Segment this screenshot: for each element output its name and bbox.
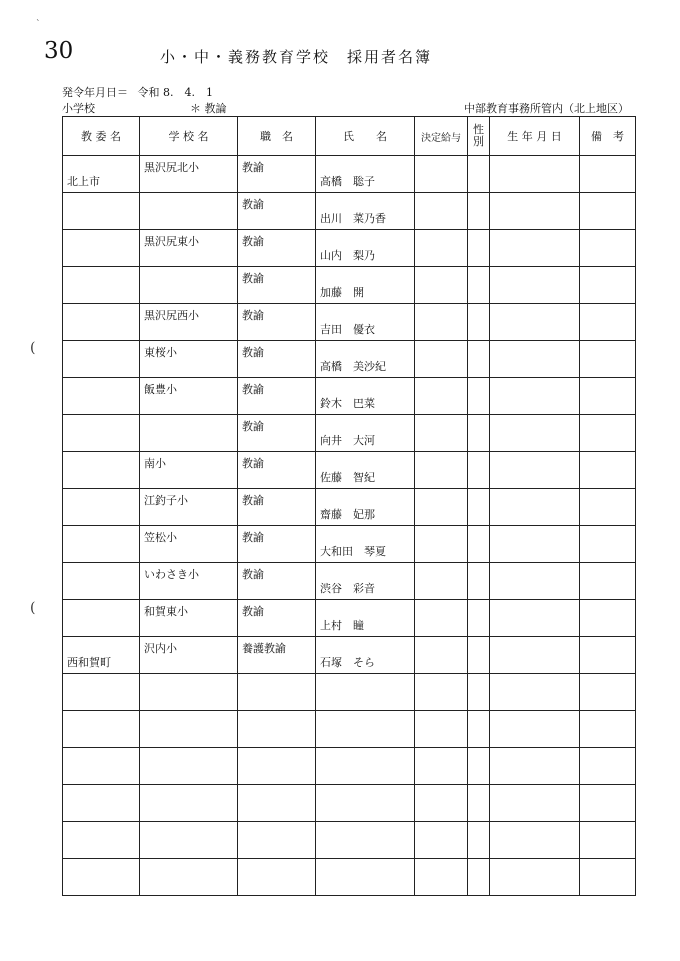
cell-name <box>316 378 415 415</box>
roster-table <box>62 116 636 896</box>
name-text: 齋藤 妃那 <box>320 508 375 521</box>
cell-school <box>140 600 238 637</box>
cell-position <box>238 230 316 267</box>
position-text: 教諭 <box>242 272 264 285</box>
cell-position <box>238 267 316 304</box>
table-row <box>63 452 636 489</box>
cell-empty <box>415 452 468 489</box>
cell-board <box>63 785 140 822</box>
cell-empty <box>468 193 490 230</box>
cell-board <box>63 230 140 267</box>
cell-empty <box>490 748 580 785</box>
table-row <box>63 785 636 822</box>
cell-empty <box>468 859 490 896</box>
cell-empty <box>490 637 580 674</box>
cell-name <box>316 526 415 563</box>
cell-empty <box>580 193 636 230</box>
header-school: 学 校 名 <box>140 117 238 156</box>
cell-name <box>316 489 415 526</box>
cell-school <box>140 267 238 304</box>
cell-empty <box>580 304 636 341</box>
cell-empty <box>490 600 580 637</box>
cell-empty <box>580 822 636 859</box>
cell-school <box>140 378 238 415</box>
cell-empty <box>580 711 636 748</box>
cell-board <box>63 489 140 526</box>
table-row <box>63 193 636 230</box>
cell-position <box>238 637 316 674</box>
cell-position <box>238 748 316 785</box>
cell-empty <box>415 156 468 193</box>
cell-name <box>316 452 415 489</box>
table-row <box>63 230 636 267</box>
cell-empty <box>580 489 636 526</box>
cell-position <box>238 711 316 748</box>
cell-empty <box>490 193 580 230</box>
cell-board <box>63 378 140 415</box>
cell-board <box>63 415 140 452</box>
table-row <box>63 415 636 452</box>
cell-school <box>140 637 238 674</box>
header-name: 氏 名 <box>316 117 415 156</box>
cell-school <box>140 748 238 785</box>
name-text: 佐藤 智紀 <box>320 471 375 484</box>
cell-empty <box>468 378 490 415</box>
cell-board <box>63 748 140 785</box>
school-text: いわさき小 <box>144 568 199 581</box>
cell-empty <box>468 748 490 785</box>
cell-board <box>63 526 140 563</box>
name-text: 鈴木 巴菜 <box>320 397 375 410</box>
cell-position <box>238 341 316 378</box>
table-row <box>63 378 636 415</box>
position-text: 教諭 <box>242 309 264 322</box>
issue-date-value: 令和 8. 4. 1 <box>137 86 213 99</box>
table-row <box>63 822 636 859</box>
cell-empty <box>580 341 636 378</box>
cell-position <box>238 859 316 896</box>
page-number: 30 <box>44 38 74 64</box>
position-text: 教諭 <box>242 161 264 174</box>
school-text: 東桜小 <box>144 346 177 359</box>
position-text: 教諭 <box>242 457 264 470</box>
table-row <box>63 526 636 563</box>
cell-school <box>140 526 238 563</box>
position-text: 教諭 <box>242 531 264 544</box>
cell-empty <box>490 711 580 748</box>
cell-empty <box>415 822 468 859</box>
cell-empty <box>580 267 636 304</box>
cell-empty <box>415 341 468 378</box>
header-birth: 生 年 月 日 <box>490 117 580 156</box>
name-text: 上村 瞳 <box>320 619 364 632</box>
name-text: 高橋 聡子 <box>320 175 375 188</box>
cell-empty <box>468 341 490 378</box>
cell-empty <box>580 748 636 785</box>
cell-empty <box>580 674 636 711</box>
school-text: 黒沢尻東小 <box>144 235 199 248</box>
cell-empty <box>490 267 580 304</box>
region-label: 中部教育事務所管内（北上地区） <box>464 102 629 115</box>
cell-board <box>63 304 140 341</box>
cell-school <box>140 859 238 896</box>
cell-position <box>238 563 316 600</box>
school-text: 江釣子小 <box>144 494 188 507</box>
cell-empty <box>415 748 468 785</box>
cell-name <box>316 822 415 859</box>
cell-empty <box>468 230 490 267</box>
cell-empty <box>490 452 580 489</box>
cell-empty <box>415 193 468 230</box>
cell-empty <box>490 563 580 600</box>
position-text: 養護教諭 <box>242 642 286 655</box>
name-text: 出川 菜乃香 <box>320 212 386 225</box>
cell-empty <box>490 785 580 822</box>
position-text: 教諭 <box>242 420 264 433</box>
cell-empty <box>580 378 636 415</box>
cell-board <box>63 822 140 859</box>
cell-board <box>63 711 140 748</box>
cell-school <box>140 563 238 600</box>
cell-empty <box>490 304 580 341</box>
school-text: 笠松小 <box>144 531 177 544</box>
cell-empty <box>580 452 636 489</box>
school-text: 飯豊小 <box>144 383 177 396</box>
binding-mark-bottom: ( <box>30 600 36 616</box>
table-row <box>63 674 636 711</box>
cell-empty <box>415 489 468 526</box>
cell-empty <box>415 378 468 415</box>
name-text: 加藤 開 <box>320 286 364 299</box>
school-text: 南小 <box>144 457 166 470</box>
cell-position <box>238 822 316 859</box>
position-text: 教諭 <box>242 346 264 359</box>
table-row <box>63 267 636 304</box>
board-text: 北上市 <box>67 175 100 188</box>
cell-empty <box>415 230 468 267</box>
table-row <box>63 563 636 600</box>
position-text: 教諭 <box>242 235 264 248</box>
cell-empty <box>580 526 636 563</box>
cell-empty <box>468 526 490 563</box>
position-text: 教諭 <box>242 198 264 211</box>
cell-empty <box>490 415 580 452</box>
table-row <box>63 748 636 785</box>
cell-empty <box>468 674 490 711</box>
cell-board <box>63 637 140 674</box>
page-title: 小・中・義務教育学校 採用者名簿 <box>160 48 433 66</box>
cell-position <box>238 193 316 230</box>
cell-position <box>238 674 316 711</box>
cell-empty <box>415 526 468 563</box>
cell-empty <box>580 563 636 600</box>
cell-empty <box>415 415 468 452</box>
cell-name <box>316 156 415 193</box>
table-row <box>63 600 636 637</box>
name-text: 山内 梨乃 <box>320 249 375 262</box>
cell-empty <box>468 822 490 859</box>
name-text: 渋谷 彩音 <box>320 582 375 595</box>
cell-empty <box>490 859 580 896</box>
table-row <box>63 859 636 896</box>
cell-empty <box>468 600 490 637</box>
cell-position <box>238 489 316 526</box>
table-row <box>63 711 636 748</box>
cell-board <box>63 267 140 304</box>
cell-school <box>140 230 238 267</box>
cell-position <box>238 452 316 489</box>
cell-name <box>316 748 415 785</box>
cell-position <box>238 415 316 452</box>
cell-empty <box>490 489 580 526</box>
cell-school <box>140 785 238 822</box>
cell-empty <box>580 600 636 637</box>
cell-school <box>140 489 238 526</box>
cell-empty <box>580 230 636 267</box>
binding-mark-top: ( <box>30 340 36 356</box>
cell-name <box>316 859 415 896</box>
cell-empty <box>490 822 580 859</box>
cell-name <box>316 267 415 304</box>
cell-board <box>63 452 140 489</box>
cell-name <box>316 563 415 600</box>
cell-empty <box>415 637 468 674</box>
table-row <box>63 489 636 526</box>
board-text: 西和賀町 <box>67 656 111 669</box>
cell-school <box>140 193 238 230</box>
cell-empty <box>468 711 490 748</box>
cell-empty <box>468 452 490 489</box>
cell-school <box>140 341 238 378</box>
cell-empty <box>468 563 490 600</box>
issue-date <box>62 84 213 100</box>
cell-board <box>63 600 140 637</box>
cell-name <box>316 341 415 378</box>
position-text: 教諭 <box>242 605 264 618</box>
cell-empty <box>490 230 580 267</box>
name-text: 高橋 美沙紀 <box>320 360 386 373</box>
header-position: 職 名 <box>238 117 316 156</box>
school-text: 和賀東小 <box>144 605 188 618</box>
name-text: 石塚 そら <box>320 656 375 669</box>
cell-empty <box>490 526 580 563</box>
school-text: 黒沢尻北小 <box>144 161 199 174</box>
cell-empty <box>415 859 468 896</box>
table-row <box>63 304 636 341</box>
header-board: 教 委 名 <box>63 117 140 156</box>
cell-name <box>316 230 415 267</box>
cell-empty <box>468 267 490 304</box>
cell-school <box>140 674 238 711</box>
cell-empty <box>580 156 636 193</box>
cell-school <box>140 452 238 489</box>
cell-empty <box>490 674 580 711</box>
cell-empty <box>468 304 490 341</box>
cell-school <box>140 711 238 748</box>
cell-empty <box>415 785 468 822</box>
header-sex: 性別 <box>468 117 490 156</box>
name-text: 向井 大河 <box>320 434 375 447</box>
cell-empty <box>580 859 636 896</box>
school-text: 沢内小 <box>144 642 177 655</box>
cell-empty <box>490 156 580 193</box>
table-row <box>63 156 636 193</box>
cell-position <box>238 526 316 563</box>
header-note: 備 考 <box>580 117 636 156</box>
cell-empty <box>415 267 468 304</box>
cell-empty <box>415 674 468 711</box>
cell-empty <box>468 415 490 452</box>
cell-name <box>316 304 415 341</box>
cell-position <box>238 600 316 637</box>
name-text: 大和田 琴夏 <box>320 545 386 558</box>
cell-empty <box>415 304 468 341</box>
cell-empty <box>468 785 490 822</box>
cell-position <box>238 304 316 341</box>
table-row <box>63 637 636 674</box>
cell-name <box>316 193 415 230</box>
cell-board <box>63 193 140 230</box>
cell-board <box>63 156 140 193</box>
cell-empty <box>580 785 636 822</box>
cell-name <box>316 674 415 711</box>
position-text: 教諭 <box>242 568 264 581</box>
cell-school <box>140 304 238 341</box>
position-note: ＊ 教論 <box>190 102 227 115</box>
cell-empty <box>490 378 580 415</box>
cell-empty <box>415 711 468 748</box>
corner-mark: ` <box>36 20 41 30</box>
cell-board <box>63 341 140 378</box>
cell-empty <box>415 600 468 637</box>
cell-school <box>140 822 238 859</box>
cell-board <box>63 674 140 711</box>
position-text: 教諭 <box>242 383 264 396</box>
cell-empty <box>580 415 636 452</box>
header-row <box>63 117 636 156</box>
cell-board <box>63 563 140 600</box>
cell-position <box>238 156 316 193</box>
cell-name <box>316 785 415 822</box>
name-text: 吉田 優衣 <box>320 323 375 336</box>
cell-school <box>140 415 238 452</box>
cell-name <box>316 600 415 637</box>
cell-position <box>238 378 316 415</box>
cell-empty <box>468 489 490 526</box>
header-salary: 決定給与 <box>415 117 468 156</box>
school-text: 黒沢尻西小 <box>144 309 199 322</box>
cell-board <box>63 859 140 896</box>
cell-empty <box>415 563 468 600</box>
school-type: 小学校 <box>62 102 95 115</box>
cell-empty <box>468 156 490 193</box>
cell-empty <box>490 341 580 378</box>
cell-name <box>316 415 415 452</box>
position-text: 教諭 <box>242 494 264 507</box>
table-row <box>63 341 636 378</box>
cell-empty <box>468 637 490 674</box>
cell-empty <box>580 637 636 674</box>
cell-school <box>140 156 238 193</box>
issue-date-label: 発令年月日＝ <box>62 86 128 99</box>
cell-position <box>238 785 316 822</box>
cell-name <box>316 711 415 748</box>
cell-name <box>316 637 415 674</box>
